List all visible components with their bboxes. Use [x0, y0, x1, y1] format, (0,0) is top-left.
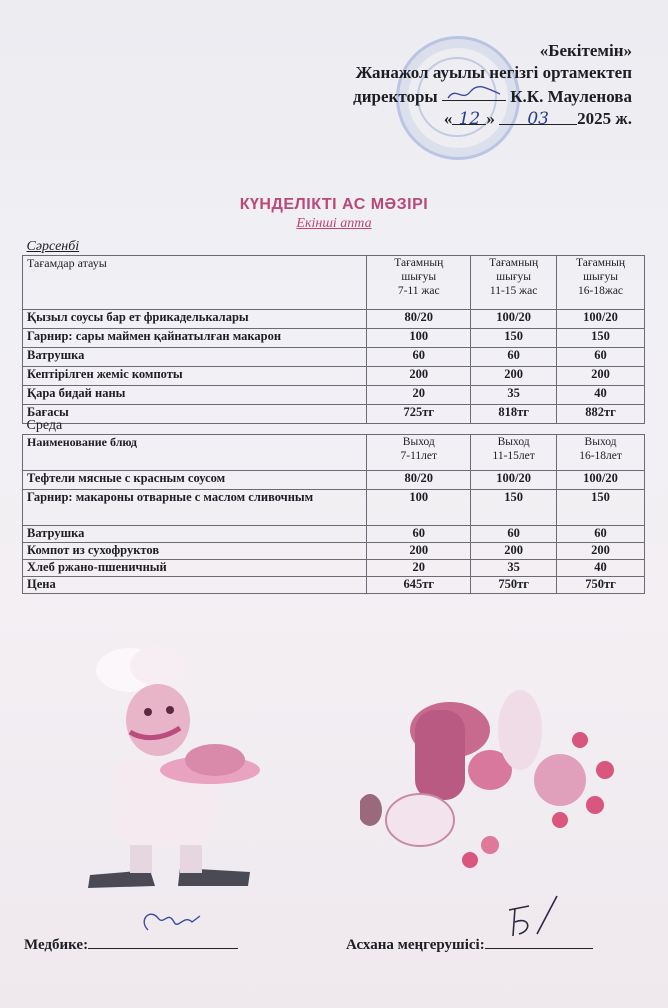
table-row: Кептірілген жеміс компоты 200 200 200 — [23, 367, 645, 386]
price-row: Цена 645тг 750тг 750тг — [23, 577, 645, 594]
column-header-age-1: Выход 7-11лет — [367, 435, 471, 471]
table-row: Қара бидай наны 20 35 40 — [23, 386, 645, 405]
column-header-age-1: Тағамның шығуы 7-11 жас — [367, 256, 471, 310]
canteen-manager-signature-block — [346, 930, 593, 954]
price-row: Бағасы 725тг 818тг 882тг — [23, 405, 645, 424]
menu-table-russian — [22, 419, 645, 594]
director-line: директоры К.К. Мауленова — [353, 84, 632, 108]
menu-title-block — [0, 196, 668, 232]
table-row: Қызыл соусы бар ет фрикаделькалары 80/20 100/20 100/20 — [23, 310, 645, 329]
canteen-manager-label: Асхана меңгерушісі: — [346, 937, 485, 953]
food-illustration — [360, 670, 640, 880]
approval-block — [353, 40, 632, 130]
menu-table-kazakh — [22, 240, 645, 424]
column-header-dish: Наименование блюд — [23, 435, 367, 471]
menu-week: Екінші апта — [296, 216, 372, 231]
date-year: 2025 ж. — [577, 109, 632, 128]
column-header-age-2: Выход 11-15лет — [471, 435, 557, 471]
director-signature — [442, 84, 506, 102]
canteen-manager-signature-line — [485, 930, 593, 949]
nurse-signature-block — [24, 930, 238, 954]
approval-heading: «Бекітемін» — [539, 41, 632, 60]
school-name: Жанажол ауылы негізгі ортамектеп — [355, 63, 632, 82]
table-row: Компот из сухофруктов 200 200 200 — [23, 543, 645, 560]
date-month: 03 — [499, 108, 577, 125]
director-signature-line — [442, 84, 506, 101]
column-header-age-3: Выход 16-18лет — [557, 435, 645, 471]
column-header-age-2: Тағамның шығуы 11-15 жас — [471, 256, 557, 310]
table-row: Гарнир: макароны отварные с маслом сливочным 100 150 150 — [23, 490, 645, 526]
table-row: Хлеб ржано-пшеничный 20 35 40 — [23, 560, 645, 577]
table-row: Тефтели мясные с красным соусом 80/20 100/20 100/20 — [23, 471, 645, 490]
approval-date: « 12 » 03 2025 ж. — [443, 109, 632, 129]
day-label: Среда — [26, 418, 63, 433]
table-row: Гарнир: сары маймен қайнатылған макарон 100 150 150 — [23, 329, 645, 348]
nurse-signature — [88, 900, 238, 940]
nurse-label: Медбике: — [24, 937, 89, 953]
menu-title: КҮНДЕЛІКТІ АС МӘЗІРІ — [239, 196, 429, 213]
canteen-manager-signature — [485, 890, 593, 940]
chef-illustration — [70, 640, 300, 890]
column-header-dish: Тағамдар атауы — [23, 256, 367, 310]
day-label: Сәрсенбі — [26, 239, 80, 254]
column-header-age-3: Тағамның шығуы 16-18жас — [557, 256, 645, 310]
nurse-signature-line — [88, 930, 238, 949]
table-row: Ватрушка 60 60 60 — [23, 526, 645, 543]
table-row: Ватрушка 60 60 60 — [23, 348, 645, 367]
director-name: К.К. Мауленова — [510, 87, 632, 106]
date-day: 12 — [452, 108, 486, 125]
